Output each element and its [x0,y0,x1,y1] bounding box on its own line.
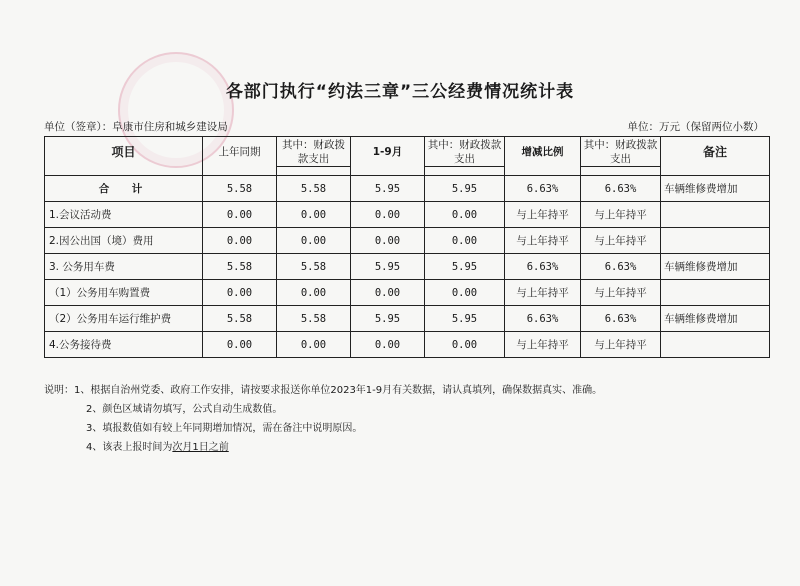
table-cell-change-ratio: 与上年持平 [505,280,581,306]
table-cell-note: 车辆维修费增加 [661,254,770,280]
table-cell-change-ratio: 与上年持平 [505,202,581,228]
table-cell-last-year: 5.58 [203,254,277,280]
header-item: 项目 [45,137,203,167]
table-cell-period: 0.00 [351,228,425,254]
table-cell-last-year: 0.00 [203,280,277,306]
table-row [45,254,770,280]
table-row [45,332,770,358]
table-cell-period: 5.95 [351,306,425,332]
unit-of-measure: 单位：万元（保留两位小数） [627,121,764,133]
table-cell-period-fiscal: 5.95 [425,306,505,332]
table-cell-note: 车辆维修费增加 [661,176,770,202]
table-cell-note [661,332,770,358]
table-cell-last-year-fiscal: 0.00 [277,332,351,358]
note-2: 2、颜色区域请勿填写，公式自动生成数值。 [86,404,283,415]
table-cell-note [661,202,770,228]
table-header-row [45,137,770,167]
note-3: 3、填报数值如有较上年同期增加情况，需在备注中说明原因。 [86,423,363,434]
table-cell-period: 0.00 [351,202,425,228]
table-cell-period-fiscal: 0.00 [425,228,505,254]
table-cell-note [661,228,770,254]
table-cell-last-year: 0.00 [203,202,277,228]
table-cell-note [661,280,770,306]
table-cell-change-ratio: 6.63% [505,254,581,280]
table-cell-period-fiscal: 0.00 [425,202,505,228]
header-period: 1-9月 [351,137,425,167]
table-cell-item: 1.会议活动费 [45,202,203,228]
table-row [45,280,770,306]
expense-table [44,136,770,358]
table-cell-period-fiscal: 5.95 [425,176,505,202]
notes-block [44,381,602,457]
header-change-ratio: 增减比例 [505,137,581,167]
table-cell-change-ratio: 6.63% [505,176,581,202]
table-cell-last-year: 5.58 [203,176,277,202]
table-cell-item: 3. 公务用车费 [45,254,203,280]
table-cell-last-year: 0.00 [203,332,277,358]
page-title: 各部门执行“约法三章”三公经费情况统计表 [225,82,575,102]
table-cell-change-fiscal: 6.63% [581,176,661,202]
table-cell-change-ratio: 6.63% [505,306,581,332]
deadline-text: 次月1日之前 [172,442,229,453]
table-cell-change-fiscal: 与上年持平 [581,228,661,254]
table-cell-change-fiscal: 6.63% [581,306,661,332]
table-cell-last-year: 0.00 [203,228,277,254]
table-cell-period: 5.95 [351,176,425,202]
reporting-unit: 单位（签章）：阜康市住房和城乡建设局 [44,121,228,133]
table-cell-period: 5.95 [351,254,425,280]
table-cell-last-year-fiscal: 5.58 [277,306,351,332]
header-note: 备注 [661,137,770,167]
table-cell-item: 2.因公出国（境）费用 [45,228,203,254]
table-cell-change-fiscal: 与上年持平 [581,202,661,228]
table-row [45,306,770,332]
table-cell-item: （1）公务用车购置费 [45,280,203,306]
table-cell-last-year: 5.58 [203,306,277,332]
header-last-year: 上年同期 [203,137,277,167]
table-cell-period: 0.00 [351,280,425,306]
note-1: 说明：1、根据自治州党委、政府工作安排，请按要求报送你单位2023年1-9月有关数据，请认真填列，确保数据真实、准确。 [44,385,603,396]
note-4: 4、该表上报时间为次月1日之前 [86,442,229,453]
table-row [45,228,770,254]
table-cell-change-ratio: 与上年持平 [505,228,581,254]
table-cell-note: 车辆维修费增加 [661,306,770,332]
header-last-year-fiscal: 其中：财政拨款支出 [277,137,351,167]
table-cell-change-ratio: 与上年持平 [505,332,581,358]
table-cell-last-year-fiscal: 5.58 [277,254,351,280]
header-period-fiscal: 其中：财政拨款支出 [425,137,505,167]
table-cell-period-fiscal: 0.00 [425,332,505,358]
table-cell-last-year-fiscal: 5.58 [277,176,351,202]
table-header-row-2 [45,167,770,176]
table-cell-change-fiscal: 与上年持平 [581,332,661,358]
table-cell-change-fiscal: 与上年持平 [581,280,661,306]
table-cell-last-year-fiscal: 0.00 [277,228,351,254]
table-cell-last-year-fiscal: 0.00 [277,280,351,306]
table-cell-item: （2）公务用车运行维护费 [45,306,203,332]
table-cell-period-fiscal: 0.00 [425,280,505,306]
table-row [45,202,770,228]
table-cell-item: 合 计 [45,176,203,202]
table-cell-period-fiscal: 5.95 [425,254,505,280]
table-cell-last-year-fiscal: 0.00 [277,202,351,228]
table-cell-item: 4.公务接待费 [45,332,203,358]
table-total-row [45,176,770,202]
header-change-fiscal: 其中：财政拨款支出 [581,137,661,167]
table-cell-change-fiscal: 6.63% [581,254,661,280]
table-cell-period: 0.00 [351,332,425,358]
